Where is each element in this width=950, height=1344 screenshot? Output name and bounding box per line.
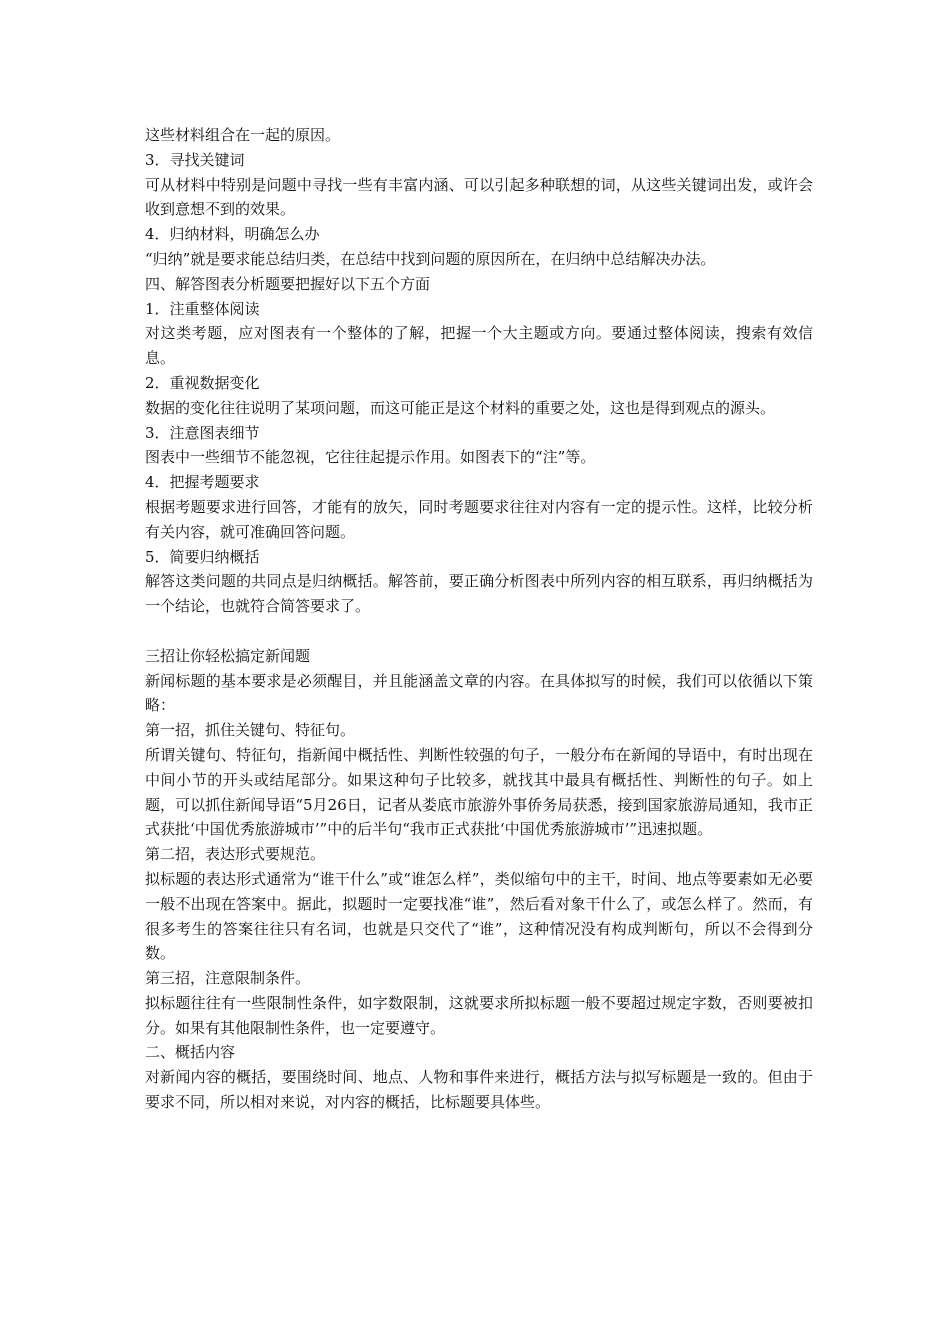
article-title: 三招让你轻松搞定新闻题 <box>145 646 311 665</box>
paragraph: 解答这类问题的共同点是归纳概括。解答前，要正确分析图表中所列内容的相互联系，再归纳概括为一个结论，也就符合简答要求了。 <box>145 572 813 616</box>
text-line: 这些材料组合在一起的原因。 <box>145 126 341 144</box>
paragraph: 可从材料中特别是问题中寻找一些有丰富内涵、可以引起多种联想的词，从这些关键词出发，或许会收到意想不到的效果。 <box>145 175 813 219</box>
paragraph: 图表中一些细节不能忽视，它往往起提示作用。如图表下的“注”等。 <box>145 448 596 467</box>
paragraph: 拟标题的表达形式通常为“谁干什么”或“谁怎么样”，类似缩句中的主干，时间、地点等要素如无必要一般不出现在答案中。据此，拟题时一定要找准“谁”，然后看对象干什么了，或怎么样了。然而，有很多考生的答案往往只有名词，也就是只交代了“谁”，这种情况没有构成判断句，所以不会得到分数。 <box>145 869 813 963</box>
section-heading: 3．注意图表细节 <box>145 423 260 442</box>
paragraph: “归纳”就是要求能总结归类，在总结中找到问题的原因所在，在归纳中总结解决办法。 <box>145 249 716 268</box>
paragraph: 拟标题往往有一些限制性条件，如字数限制，这就要求所拟标题一般不要超过规定字数，否则要被扣分。如果有其他限制性条件，也一定要遵守。 <box>145 993 813 1037</box>
document-page <box>145 123 813 1115</box>
blank-line <box>145 619 813 644</box>
section-heading: 1．注重整体阅读 <box>145 299 260 318</box>
section-heading: 3．寻找关键词 <box>145 150 245 169</box>
section-heading: 4．把握考题要求 <box>145 473 260 492</box>
paragraph: 根据考题要求进行回答，才能有的放矢，同时考题要求往往对内容有一定的提示性。这样，比较分析有关内容，就可准确回答问题。 <box>145 497 813 541</box>
section-heading: 2．重视数据变化 <box>145 373 260 392</box>
section-heading: 4．归纳材料，明确怎么办 <box>145 225 320 244</box>
paragraph: 对这类考题，应对图表有一个整体的了解，把握一个大主题或方向。要通过整体阅读，搜索有效信息。 <box>145 324 813 368</box>
paragraph: 数据的变化往往说明了某项问题，而这可能正是这个材料的重要之处，这也是得到观点的源头。 <box>145 398 776 417</box>
section-heading: 二、概括内容 <box>145 1043 236 1062</box>
section-heading: 第二招，表达形式要规范。 <box>145 845 326 864</box>
paragraph: 新闻标题的基本要求是必须醒目，并且能涵盖文章的内容。在具体拟写的时候，我们可以依循以下策略： <box>145 671 813 715</box>
section-heading: 第三招，注意限制条件。 <box>145 969 311 988</box>
section-heading: 5．简要归纳概括 <box>145 547 260 566</box>
section-heading: 四、解答图表分析题要把握好以下五个方面 <box>145 274 431 293</box>
section-heading: 第一招，抓住关键句、特征句。 <box>145 721 356 740</box>
paragraph: 对新闻内容的概括，要围绕时间、地点、人物和事件来进行，概括方法与拟写标题是一致的。但由于要求不同，所以相对来说，对内容的概括，比标题要具体些。 <box>145 1068 813 1112</box>
paragraph: 所谓关键句、特征句，指新闻中概括性、判断性较强的句子，一般分布在新闻的导语中，有时出现在中间小节的开头或结尾部分。如果这种句子比较多，就找其中最具有概括性、判断性的句子。如上题，可以抓住新闻导语“5月26日，记者从娄底市旅游外事侨务局获悉，接到国家旅游局通知，我市正式获批‘中国优秀旅游城市’”中的后半句“我市正式获批‘中国优秀旅游城市’”迅速拟题。 <box>145 745 813 839</box>
